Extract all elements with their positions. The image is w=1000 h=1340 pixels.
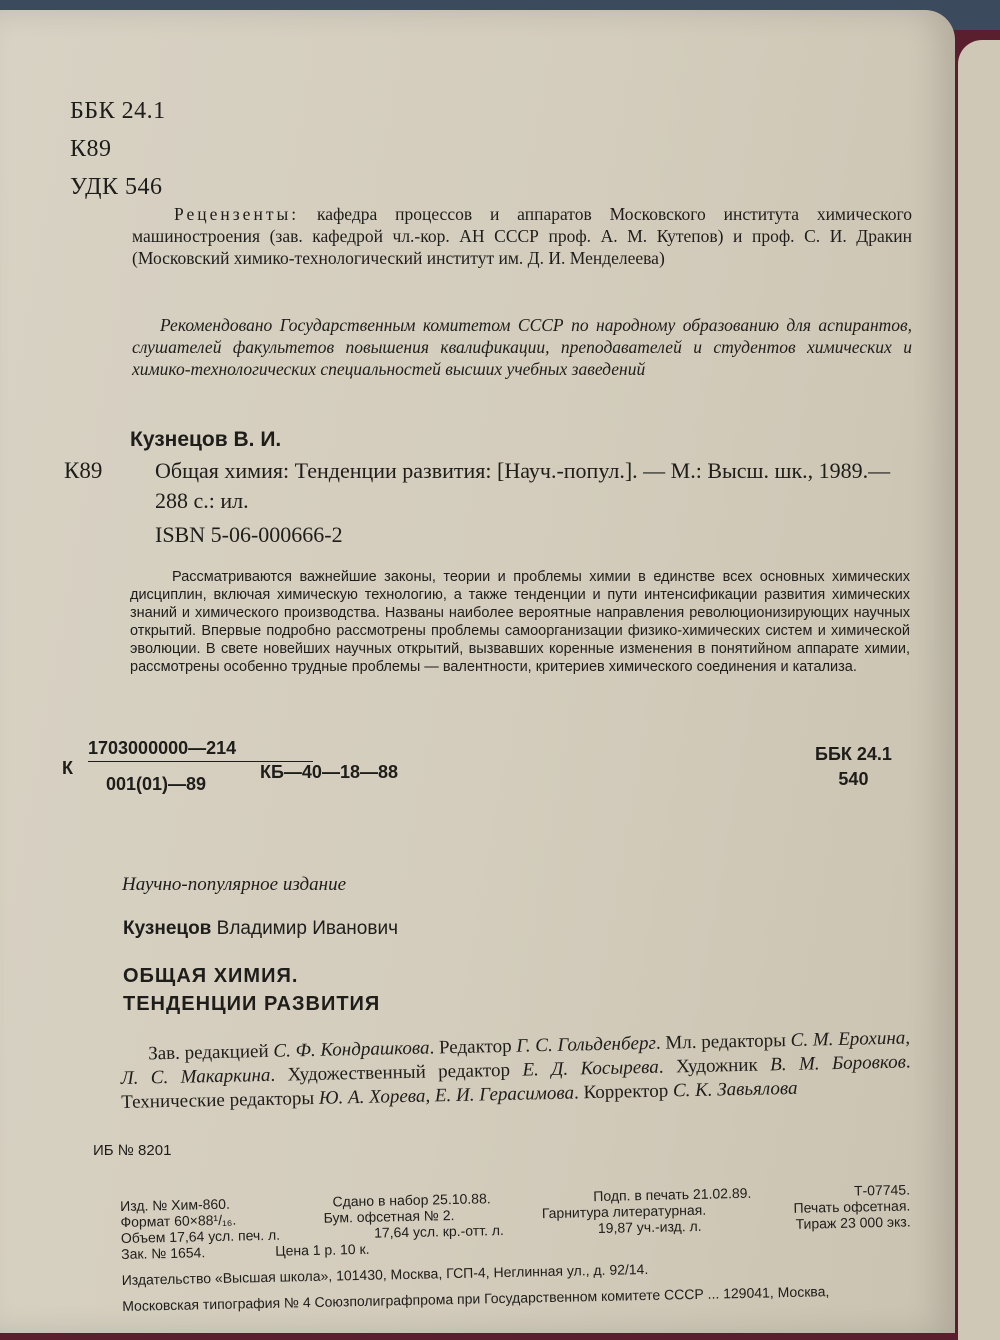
staff-role: . Редактор: [429, 1035, 517, 1059]
imprint-cell: Тираж 23 000 экз.: [795, 1213, 911, 1232]
bibliographic-description: Общая химия: Тенденции развития: [Науч.-попул.]. — М.: Высш. шк., 1989.— 288 с.: ил.: [155, 458, 891, 513]
author-surname: Кузнецов: [123, 918, 212, 939]
bbk-right-sub: 540: [838, 769, 869, 789]
imprint-cell: Подп. в печать 21.02.89.: [593, 1184, 752, 1205]
reviewers-paragraph: [132, 203, 912, 269]
bbk-code: ББК 24.1: [70, 98, 166, 124]
imprint-cell: Цена 1 р. 10 к.: [275, 1240, 370, 1259]
author-full-name: [123, 918, 398, 940]
formula-suffix: КБ—40—18—88: [260, 762, 398, 782]
catalog-code: К89: [70, 136, 112, 162]
catalog-code-left: К89: [64, 458, 103, 483]
reviewers-text: кафедра процессов и аппаратов Московского института химического машиностроения (зав. кафедрой чл.-кор. АН СССР проф. А. М. Кутепов) и проф. С. И. Дракин (Московский химико-технологический институт им. Д. И. Менделеева): [132, 204, 912, 268]
imprint-cell: Бум. офсетная № 2.: [323, 1207, 455, 1226]
isbn: ISBN 5-06-000666-2: [155, 522, 343, 547]
book-title-line2: ТЕНДЕНЦИИ РАЗВИТИЯ: [123, 993, 381, 1015]
staff-role: . Художник: [658, 1054, 771, 1078]
staff-person: Е. Д. Косырева: [522, 1056, 659, 1081]
imprint-cell: 19,87 уч.-изд. л.: [597, 1217, 702, 1236]
book-title-line1: ОБЩАЯ ХИМИЯ.: [123, 965, 299, 987]
catalog-author: Кузнецов В. И.: [130, 428, 282, 451]
staff-role: . Художественный редактор: [270, 1059, 523, 1086]
imprint-cell: Объем 17,64 усл. печ. л.: [120, 1226, 281, 1246]
facing-page-edge: [958, 40, 1000, 1340]
imprint-cell: Зак. № 1654.: [121, 1244, 206, 1262]
staff-role: . Мл. редакторы: [655, 1029, 791, 1054]
author-given-names: Владимир Иванович: [216, 918, 398, 939]
imprint-cell: Изд. № Хим-860.: [120, 1195, 231, 1214]
imprint-cell: Сдано в набор 25.10.88.: [332, 1190, 491, 1210]
udk-code: УДК 546: [70, 174, 163, 200]
staff-person: С. К. Завьялова: [672, 1077, 798, 1102]
staff-person: В. М. Боровков: [769, 1051, 907, 1076]
recommendation-paragraph: Рекомендовано Государственным комитетом СССР по народному образованию для аспирантов, слушателей факультетов повышения квалификации, преподавателей и студентов химических и химико-технологических специальностей высших учебных заведений: [132, 315, 912, 379]
imprint-cell: Печать офсетная.: [793, 1197, 911, 1216]
formula-letter: К: [62, 758, 73, 778]
staff-person: Ю. А. Хорева, Е. И. Герасимова: [318, 1082, 575, 1109]
ib-number: ИБ № 8201: [93, 1142, 172, 1159]
staff-role: . Корректор: [573, 1080, 674, 1104]
edition-type: Научно-популярное издание: [122, 874, 347, 895]
imprint-cell: Гарнитура литературная.: [541, 1201, 707, 1222]
staff-person: С. М. Ерохина, Л. С. Макаркина: [120, 1027, 911, 1089]
staff-role: . Технические редакторы: [121, 1051, 911, 1113]
imprint-cell: 17,64 усл. кр.-отт. л.: [373, 1221, 505, 1241]
formula-numerator: 1703000000—214: [88, 738, 313, 762]
publisher-line: Издательство «Высшая школа», 101430, Москва, ГСП-4, Неглинная ул., д. 92/14.: [121, 1260, 649, 1288]
bbk-right-block: [815, 742, 892, 792]
imprint-cell: Т-07745.: [853, 1181, 911, 1199]
staff-role: Зав. редакцией: [148, 1040, 274, 1065]
annotation-paragraph: Рассматриваются важнейшие законы, теории и проблемы химии в единстве всех основных химических дисциплин, включая химическую технологию, а также тенденции и пути интенсификации развития химических знаний и химического производства. Названы наиболее вероятные направления революционизирующих научных открытий. Впервые подробно рассмотрены проблемы самоорганизации физико-химических систем и химической эволюции. В свете новейших научных открытий, вызвавших коренные изменения в понятийном аппарате химии, рассмотрены особенно трудные проблемы — валентности, критериев химического соединения и катализа.: [130, 569, 910, 675]
book-title: [123, 962, 380, 1018]
staff-person: С. Ф. Кондрашкова: [273, 1037, 430, 1062]
printer-line: Московская типография № 4 Союзполиграфпрома при Государственном комитете СССР ... 129041, Москва,: [122, 1283, 830, 1314]
imprint-cell: Формат 60×88¹/₁₆.: [120, 1211, 237, 1230]
reviewers-lead: Рецензенты:: [174, 204, 300, 224]
staff-person: Г. С. Гольденберг: [516, 1032, 657, 1057]
imprint-block: [120, 1181, 912, 1314]
formula-denominator: 001(01)—89: [106, 774, 207, 794]
bbk-right-code: ББК 24.1: [815, 744, 892, 764]
